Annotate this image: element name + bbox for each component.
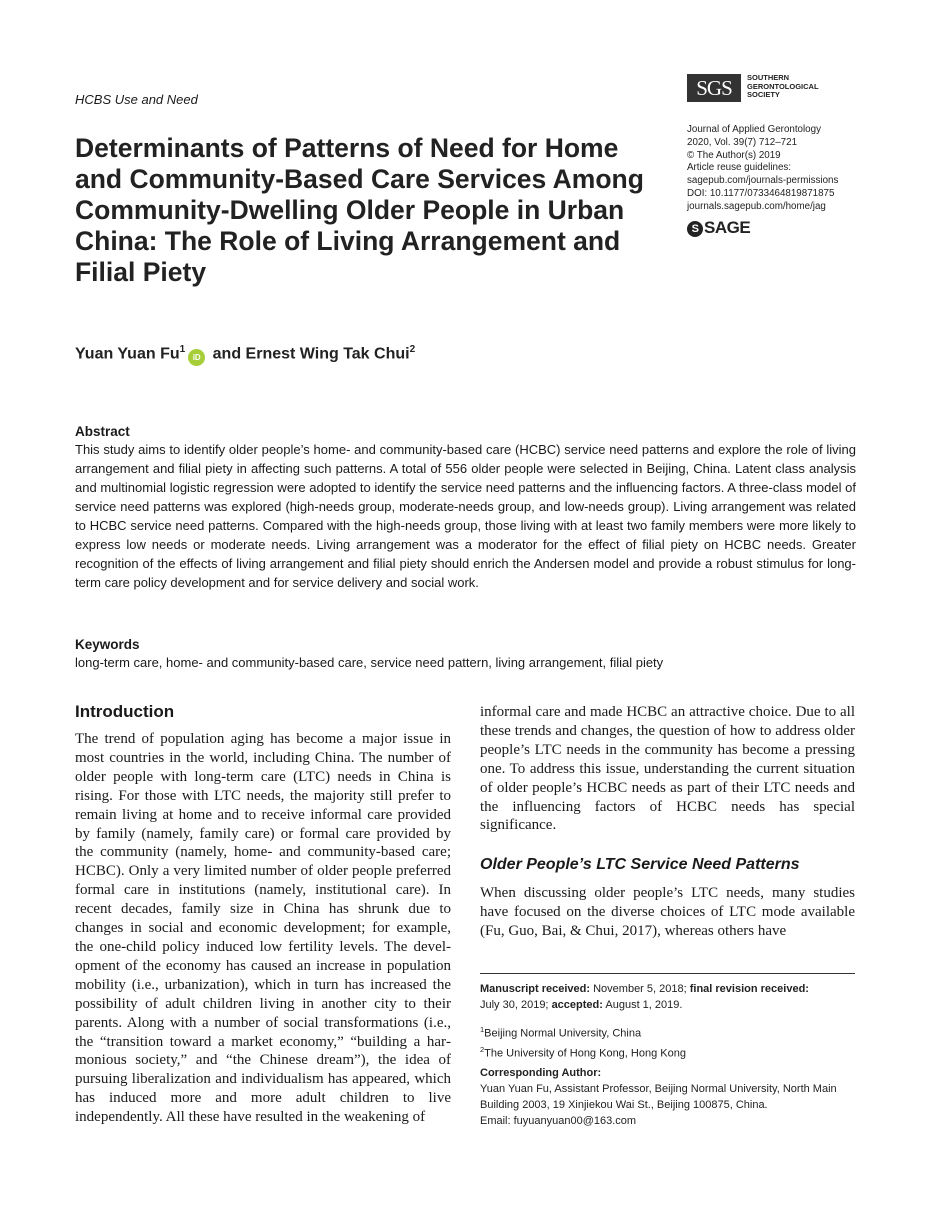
abstract-text: This study aims to identify older people’s home- and community-based care (HCBC) service need patterns and explore the role of living arrangement and filial piety in affecting such patterns. A total of 556 older people were selected in Beijing, China. Latent class analysis and multinomial logistic regression were adopted to identify the service need patterns and the influencing factors. A three-class model of service need patterns was explored (high-needs group, moderate-needs group, and low-needs group). Living arrangement was related to HCBC service need patterns. Compared with the high-needs group, those living with at least two family members were more likely to express low needs or moderate needs. Living arrangement was a moderator for the effect of filial piety on HCBC needs. Greater recognition of the effects of living arrangement and filial piety should enrich the Andersen model and provide a robust stimulus for long-term care policy development and for service delivery and social work.: [75, 442, 856, 590]
keywords-heading: Keywords: [75, 637, 140, 652]
accepted-label: accepted:: [551, 999, 603, 1011]
journal-name: Journal of Applied Gerontology: [687, 124, 821, 135]
corresponding-author-line: Yuan Yuan Fu, Assistant Professor, Beijing Normal University, North Main: [480, 1083, 837, 1096]
keywords-section: [75, 636, 856, 672]
author-name: Yuan Yuan Fu: [75, 345, 180, 363]
author-line: [75, 344, 415, 366]
orcid-icon[interactable]: iD: [188, 349, 205, 366]
corresponding-author-line: Building 2003, 19 Xinjiekou Wai St., Beijing 100875, China.: [480, 1099, 768, 1112]
affiliation-marker: 1: [480, 1025, 485, 1034]
subsection-heading: Older People’s LTC Service Need Patterns: [480, 856, 800, 874]
manuscript-dates: [480, 981, 860, 1013]
society-name: [747, 74, 847, 100]
doi-link[interactable]: DOI: 10.1177/0733464819871875: [687, 187, 835, 199]
author-name: Ernest Wing Tak Chui: [245, 345, 410, 363]
reuse-link[interactable]: sagepub.com/journals-permissions: [687, 175, 839, 187]
received-label: Manuscript received:: [480, 983, 591, 995]
society-name-line: SOCIETY: [747, 90, 780, 99]
author-affiliation-marker: 2: [409, 344, 416, 355]
affiliation-1: [480, 1022, 860, 1042]
running-head: HCBS Use and Need: [75, 92, 198, 107]
subsection-paragraph: When discussing older people’s LTC needs, many studies have focused on the diverse choices of LTC mode available (Fu, Guo, Bai, & Chui, 2017), whereas others have: [480, 885, 855, 940]
copyright: © The Author(s) 2019: [687, 149, 781, 161]
society-name-line: SOUTHERN: [747, 73, 790, 82]
reuse-label: Article reuse guidelines:: [687, 162, 792, 174]
footnotes: [480, 981, 860, 1129]
revision-date: July 30, 2019;: [480, 999, 549, 1011]
sage-logo: [687, 218, 750, 238]
journal-volume: 2020, Vol. 39(7) 712–721: [687, 136, 798, 148]
society-name-line: GERONTOLOGICAL: [747, 81, 819, 91]
journal-metadata: [687, 124, 887, 214]
footnote-divider: [480, 973, 855, 974]
accepted-date: August 1, 2019.: [605, 999, 683, 1011]
abstract-section: [75, 423, 856, 592]
author-affiliation-marker: 1: [179, 344, 186, 355]
keywords-text: long-term care, home- and community-based care, service need pattern, living arrangement, filial piety: [75, 655, 664, 670]
corresponding-author-label: Corresponding Author:: [480, 1067, 602, 1080]
introduction-heading: Introduction: [75, 702, 175, 721]
right-column: [480, 702, 855, 941]
abstract-heading: Abstract: [75, 424, 130, 439]
revision-label: final revision received:: [689, 983, 809, 995]
corresponding-author-email[interactable]: Email: fuyuanyuan00@163.com: [480, 1115, 637, 1128]
publisher-name: SAGE: [704, 218, 751, 237]
author-conjunction: and: [212, 345, 242, 363]
affiliation-text: Beijing Normal University, China: [484, 1027, 642, 1040]
affiliation-2: [480, 1042, 860, 1062]
affiliation-marker: 2: [480, 1044, 485, 1054]
article-title: Determinants of Patterns of Need for Home and Community-Based Care Services Among Community-Dwelling Older People in Urban China: The Role of Living Arrangement and Filial Piety: [75, 133, 644, 287]
affiliation-text: The University of Hong Kong, Hong Kong: [484, 1047, 686, 1060]
introduction-continuation: informal care and made HCBC an attractive choice. Due to all these trends and changes, the question of how to address older people’s LTC needs in the community has become a pressing one. To address this issue, understanding the current situation of older people’s HCBC needs as part of their LTC needs and the influencing factors of HCBC needs has special significance.: [480, 704, 855, 834]
left-column: [75, 702, 451, 1127]
introduction-paragraph: The trend of population aging has become a major issue in most countries in the world, including China. The number of older people with long-term care (LTC) needs in China is rising. For those with LTC needs, the majority still prefer to remain living at home and to receive informal care provided by family (namely, family care) or formal care provided by the community (namely, home- and community-based care; HCBC). Only a very limited number of older people preferred formal care in institutions (namely, institutional care). In recent decades, family size in China has shrunk due to changes in social and economic development; for example, the one-child policy induced low fertility levels. The development of the economy has caused an increase in population mobility (i.e., urbanization), which in turn has increased the possibility of adult children living in another city to their parents. Along with a number of social transformations (i.e., the “transition toward a market economy,” “building a harmonious society,” and “the Chinese dream”), the idea of pursuing liberalization and individualism has appeared, which has induced more and more adult children to live independently. All these have resulted in the weakening of: [75, 731, 451, 1126]
sage-logo-icon: S: [687, 221, 703, 237]
journal-homepage-link[interactable]: journals.sagepub.com/home/jag: [687, 200, 826, 212]
received-date: November 5, 2018;: [593, 983, 687, 995]
sgs-logo-icon: SGS: [687, 74, 741, 102]
